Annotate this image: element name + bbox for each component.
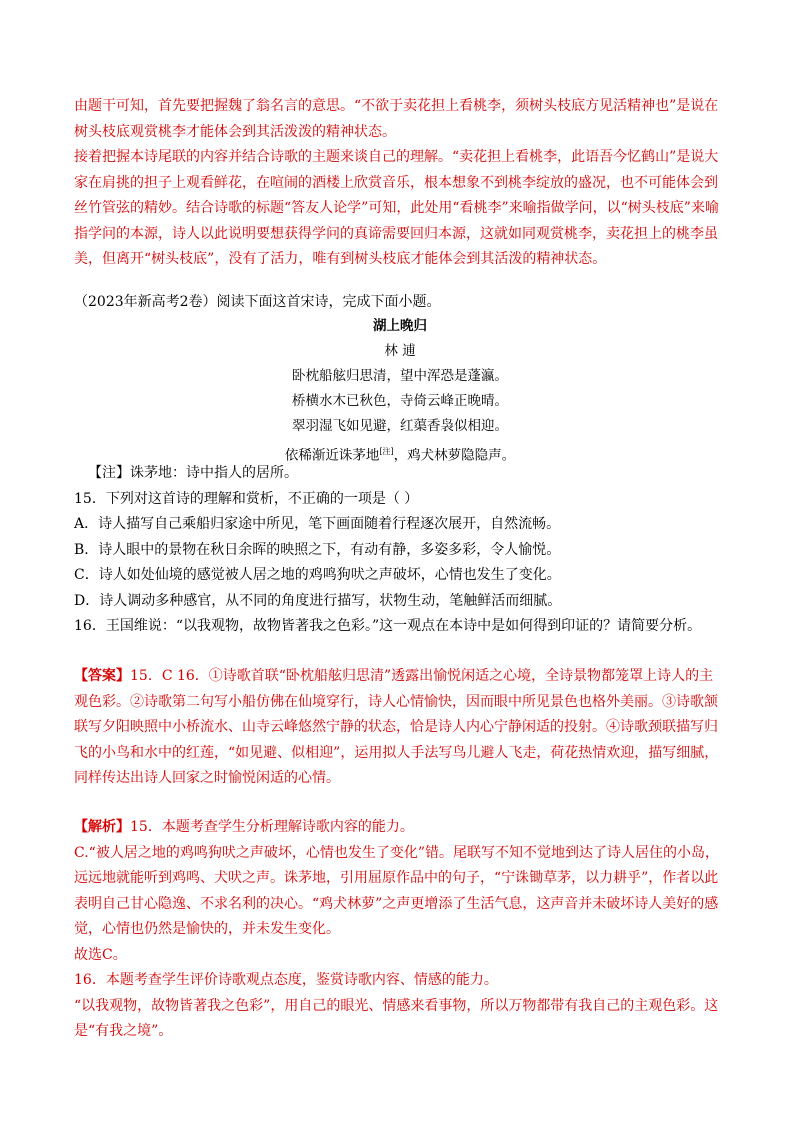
analysis-para-4: 16．本题考查学生评价诗歌观点态度，鉴赏诗歌内容、情感的能力。 (74, 972, 498, 988)
option-c: C．诗人如处仙境的感觉被人居之地的鸡鸣狗吠之声破坏，心情也发生了变化。 (74, 567, 561, 583)
analysis-para-2: C.“被人居之地的鸡鸣狗吠之声破坏，心情也发生了变化”错。尾联写不知不觉地到达了诗人居住的小岛，远远地就能听到鸡鸣、犬吠之声。诛茅地，引用屈原作品中的句子，“宁诛锄草茅，以力耕乎”，作者以此表明自己甘心隐逸、不求名利的决心。“鸡犬林萝”之声更增添了生活气息，这声音并未破坏诗人美好的感觉，心情也仍然是愉快的，并未发生变化。 (74, 844, 719, 937)
answer-text (74, 664, 724, 792)
poem-line-1: 卧枕船舷归思清，望中浑恐是蓬瀛。 (292, 368, 508, 384)
poem-line-2: 桥横水木已秋色，寺倚云峰正晚晴。 (292, 393, 508, 409)
analysis-para-1 (74, 815, 724, 841)
poem-line-3: 翠羽湿飞如见避，红蕖香袅似相迎。 (292, 418, 508, 434)
question-15: 15．下列对这首诗的理解和赏析，不正确的一项是（ ） (74, 490, 419, 507)
poem-note-marker: [注] (379, 447, 394, 456)
prev-analysis-para-2: 接着把握本诗尾联的内容并结合诗歌的主题来谈自己的理解。“卖花担上看桃李，此语吾今忆鹤山”是说大家在肩挑的担子上观看鲜花，在喧闹的酒楼上欣赏音乐，根本想象不到桃李绽放的盛况，也不可能体会到丝竹管弦的精妙。结合诗歌的标题“答友人论学”可知，此处用“看桃李”来喻指做学问，以“树头枝底”来喻指学问的本源，诗人以此说明要想获得学问的真谛需要回归本源，这就如同观赏桃李，卖花担上的桃李虽美，但离开“树头枝底”，没有了活力，唯有到树头枝底才能体会到其活泼的精神状态。 (74, 149, 719, 267)
poem-author: 林 逋 (384, 343, 416, 359)
option-d: D．诗人调动多种感官，从不同的角度进行描写，状物生动，笔触鲜活而细腻。 (74, 592, 562, 609)
poem-line-4-a: 依稀渐近诛茅地 (284, 447, 380, 464)
poem-note: 【注】诛茅地：诗中指人的居所。 (88, 465, 298, 481)
prev-analysis (74, 94, 724, 273)
analysis-para-3: 故选C。 (74, 946, 127, 963)
analysis-block (74, 815, 724, 1045)
poem (0, 314, 800, 469)
prev-analysis-para-1: 由题干可知，首先要把握魏了翁名言的意思。“不欲于卖花担上看桃李，须树头枝底方见活精神也”是说在树头枝底观赏桃李才能体会到其活泼泼的精神状态。 (74, 98, 719, 140)
question-16: 16．王国维说：“以我观物，故物皆著我之色彩。”这一观点在本诗中是如何得到印证的？请简要分析。 (74, 618, 702, 634)
option-a: A．诗人描写自己乘船归家途中所见，笔下画面随着行程逐次展开，自然流畅。 (74, 516, 561, 532)
analysis-para-1-text: 15．本题考查学生分析理解诗歌内容的能力。 (130, 819, 414, 835)
answer-content: 15．C 16．①诗歌首联“卧枕船舷归思清”透露出愉悦闲适之心境，全诗景物都笼罩上诗人的主观色彩。②诗歌第二句写小船仿佛在仙境穿行，诗人心情愉快，因而眼中所见景色也格外美丽。③诗歌颔联写夕阳映照中小桥流水、山寺云峰悠然宁静的状态，恰是诗人内心宁静闲适的投射。④诗歌颈联描写归飞的小鸟和水中的红莲，“如见避、似相迎”，运用拟人手法写鸟儿避人飞走，荷花热情欢迎，描写细腻，同样传达出诗人回家之时愉悦闲适的心情。 (74, 668, 719, 786)
question-block (74, 461, 724, 640)
poem-line-4-b: ，鸡犬林萝隐隐声。 (393, 447, 516, 464)
poem-title: 湖上晚归 (373, 318, 427, 334)
answer-block (74, 664, 724, 792)
analysis-para-5: “以我观物，故物皆著我之色彩”，用自己的眼光、情感来看事物，所以万物都带有我自己的主观色彩。这是“有我之境”。 (74, 997, 719, 1039)
option-b: B．诗人眼中的景物在秋日余晖的映照之下，有动有静，多姿多彩，令人愉悦。 (74, 541, 561, 558)
answer-label: 【答案】 (74, 668, 130, 684)
analysis-label: 【解析】 (74, 819, 130, 835)
question-intro: （2023年新高考2卷）阅读下面这首宋诗，完成下面小题。 (74, 294, 441, 310)
